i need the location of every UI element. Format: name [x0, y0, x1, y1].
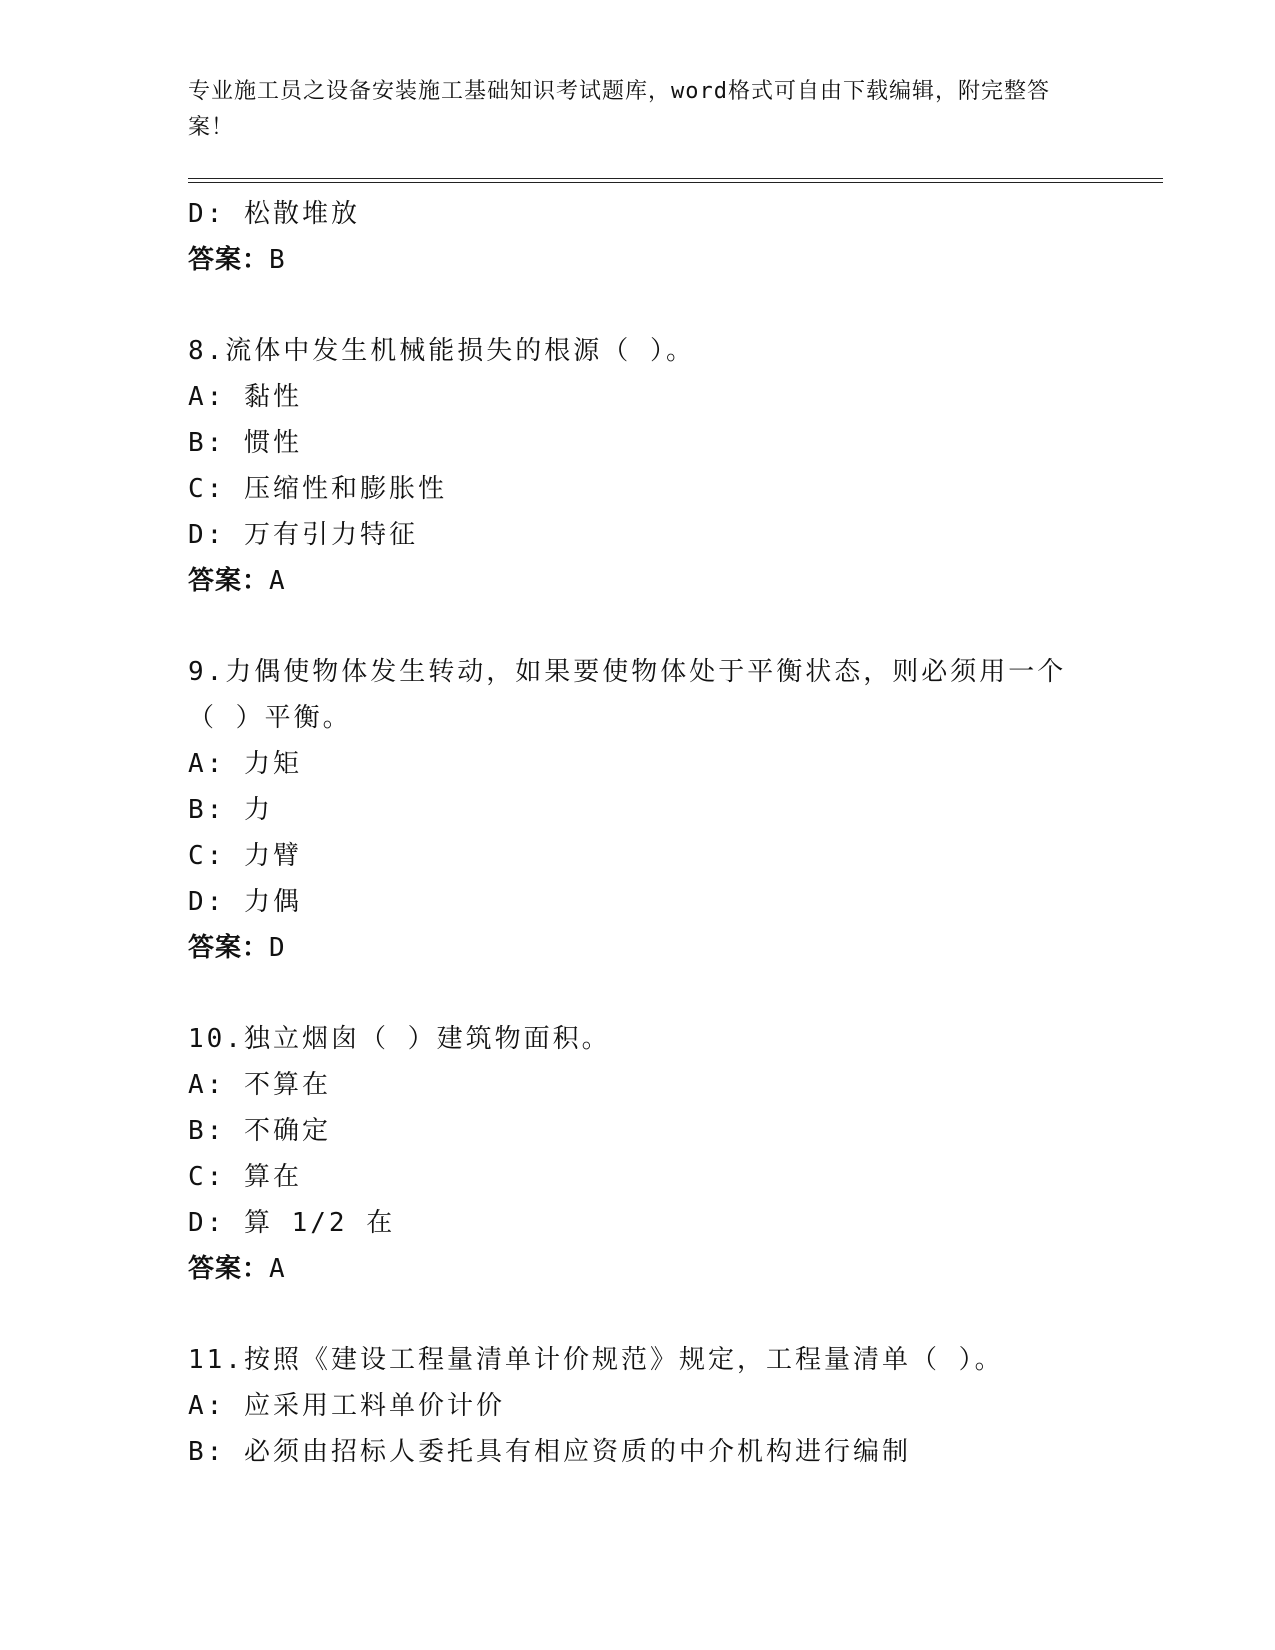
- option-c: C: 力臂: [188, 841, 302, 871]
- answer-label: 答案：: [188, 566, 270, 596]
- option-c: C: 算在: [188, 1162, 302, 1192]
- question-text: 8.流体中发生机械能损失的根源（ ）。: [188, 336, 695, 366]
- question-text: 11.按照《建设工程量清单计价规范》规定，工程量清单（ ）。: [188, 1345, 1004, 1375]
- option-a: A: 应采用工料单价计价: [188, 1391, 505, 1421]
- option-d: D: 算 1/2 在: [188, 1208, 396, 1238]
- option-a: A: 力矩: [188, 749, 302, 779]
- answer-value: A: [269, 566, 286, 596]
- question-11: [188, 1337, 1088, 1475]
- answer-label: 答案：: [188, 1254, 270, 1284]
- question-text: 9.力偶使物体发生转动，如果要使物体处于平衡状态，则必须用一个（ ）平衡。: [188, 657, 1067, 733]
- option-b: B: 惯性: [188, 428, 302, 458]
- question-8: [188, 328, 1088, 604]
- answer-line: [188, 925, 1088, 971]
- question-9: [188, 649, 1088, 971]
- header-divider-second: [188, 182, 1163, 183]
- answer-value: B: [269, 245, 286, 275]
- document-header: 专业施工员之设备安装施工基础知识考试题库，word格式可自由下载编辑，附完整答案！: [188, 79, 1050, 140]
- question-list: [188, 191, 1088, 1475]
- header-divider: [188, 178, 1163, 179]
- answer-label: 答案：: [188, 933, 270, 963]
- option-a: A: 黏性: [188, 382, 302, 412]
- option-d: D: 万有引力特征: [188, 520, 418, 550]
- answer-value: A: [269, 1254, 286, 1284]
- question-text: 10.独立烟囱（ ）建筑物面积。: [188, 1024, 611, 1054]
- answer-line: [188, 237, 1088, 283]
- answer-line: [188, 558, 1088, 604]
- option-b: B: 不确定: [188, 1116, 331, 1146]
- option-b: B: 力: [188, 795, 273, 825]
- option-a: A: 不算在: [188, 1070, 331, 1100]
- answer-label: 答案：: [188, 245, 270, 275]
- answer-line: [188, 1246, 1088, 1292]
- answer-value: D: [269, 933, 286, 963]
- previous-question-tail: [188, 191, 1088, 283]
- option-d: D: 松散堆放: [188, 199, 360, 229]
- option-c: C: 压缩性和膨胀性: [188, 474, 447, 504]
- option-d: D: 力偶: [188, 887, 302, 917]
- question-10: [188, 1016, 1088, 1292]
- option-b: B: 必须由招标人委托具有相应资质的中介机构进行编制: [188, 1437, 911, 1467]
